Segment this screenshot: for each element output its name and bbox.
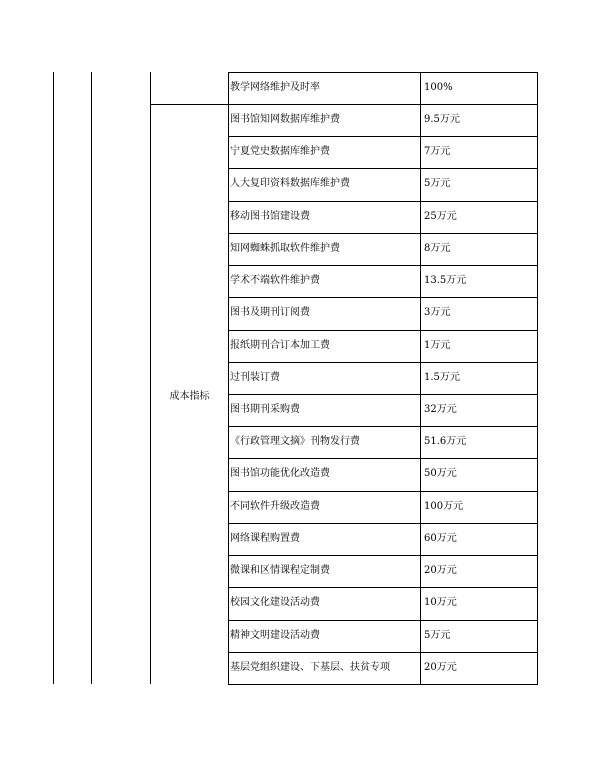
table-divider-col3 xyxy=(228,72,229,684)
row-item: 报纸期刊合订本加工费 xyxy=(230,340,330,351)
row-value: 32万元 xyxy=(424,404,457,415)
table-divider-col4 xyxy=(420,72,421,684)
top-row-value: 100% xyxy=(424,82,453,93)
table-divider-col1 xyxy=(91,72,92,684)
top-row-item: 教学网络维护及时率 xyxy=(230,82,320,93)
row-value: 8万元 xyxy=(424,243,451,254)
row-item: 图书馆功能优化改造费 xyxy=(230,468,330,479)
row-item: 人大复印资料数据库维护费 xyxy=(230,178,350,189)
row-value: 50万元 xyxy=(424,468,457,479)
row-value: 1.5万元 xyxy=(424,372,460,383)
row-item: 宁夏党史数据库维护费 xyxy=(230,146,330,157)
row-item: 图书馆知网数据库维护费 xyxy=(230,114,340,125)
row-value: 25万元 xyxy=(424,211,457,222)
category-label: 成本指标 xyxy=(169,390,210,402)
row-item: 《行政管理文摘》刊物发行费 xyxy=(230,436,360,447)
table-border-bottom xyxy=(228,684,538,685)
row-value: 5万元 xyxy=(424,178,451,189)
row-item: 图书期刊采购费 xyxy=(230,404,300,415)
row-item: 网络课程购置费 xyxy=(230,533,300,544)
row-item: 过刊装订费 xyxy=(230,372,280,383)
row-item: 微课和区情课程定制费 xyxy=(230,565,330,576)
row-item: 学术不端软件维护费 xyxy=(230,275,320,286)
row-value: 20万元 xyxy=(424,662,457,673)
row-value: 9.5万元 xyxy=(424,114,460,125)
row-item: 知网蜘蛛抓取软件维护费 xyxy=(230,243,340,254)
row-item: 图书及期刊订阅费 xyxy=(230,307,310,318)
row-value: 1万元 xyxy=(424,340,451,351)
row-item: 移动图书馆建设费 xyxy=(230,211,310,222)
row-value: 60万元 xyxy=(424,533,457,544)
row-item: 不同软件升级改造费 xyxy=(230,501,320,512)
row-value: 7万元 xyxy=(424,146,451,157)
row-item: 精神文明建设活动费 xyxy=(230,630,320,641)
row-value: 10万元 xyxy=(424,597,457,608)
row-item: 基层党组织建设、下基层、扶贫专项 xyxy=(230,662,390,673)
table-border-left xyxy=(53,72,54,684)
row-value: 3万元 xyxy=(424,307,451,318)
table-border-right xyxy=(537,72,538,684)
row-value: 20万元 xyxy=(424,565,457,576)
row-value: 100万元 xyxy=(424,501,464,512)
row-value: 5万元 xyxy=(424,630,451,641)
row-value: 51.6万元 xyxy=(424,436,467,447)
row-item: 校园文化建设活动费 xyxy=(230,597,320,608)
row-value: 13.5万元 xyxy=(424,275,467,286)
